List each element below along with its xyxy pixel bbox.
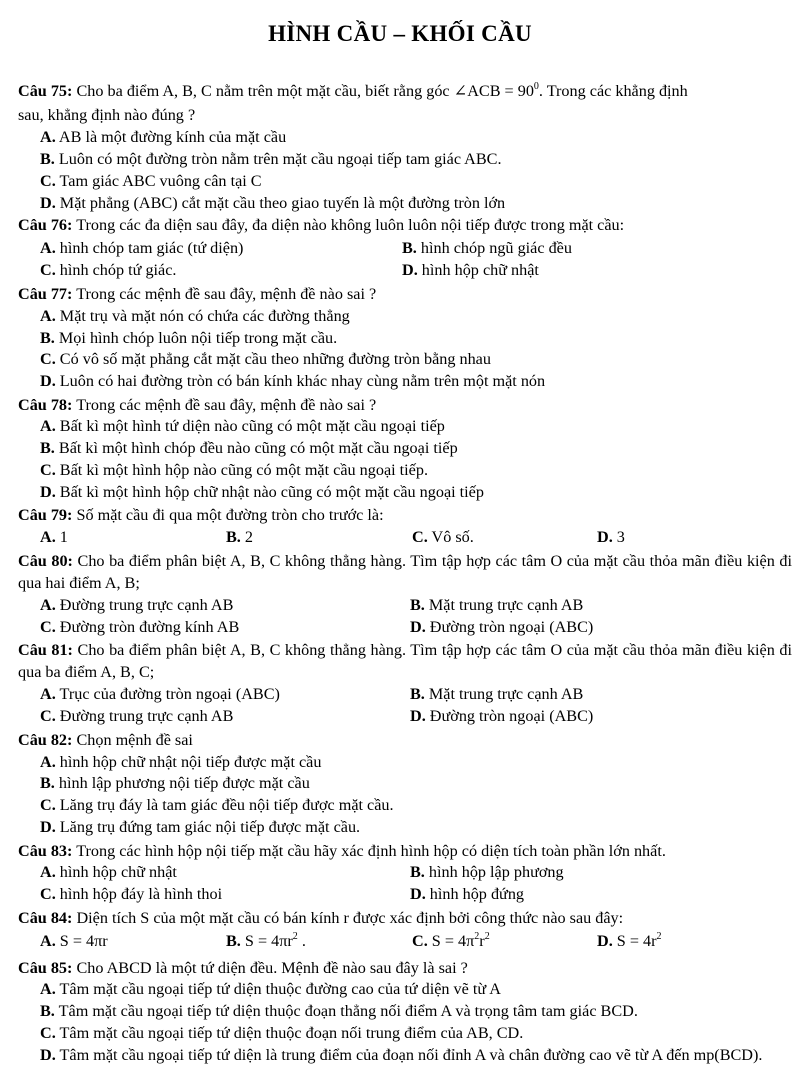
option-a: A. Tâm mặt cầu ngoại tiếp tứ diện thuộc đường cao của tứ diện vẽ từ A [40,980,501,998]
question-81 [18,639,792,683]
option-b: B. Bất kì một hình chóp đều nào cũng có một mặt cầu ngoại tiếp [40,439,458,457]
option-b: B. 2 [226,528,253,546]
question-text: Cho ba điểm phân biệt A, B, C không thẳng hàng. Tìm tập hợp các tâm O của mặt cầu thỏa mãn điều kiện đi qua ba điểm A, B, C; [18,641,792,681]
question-label: Câu 77: [18,285,73,303]
question-text: Cho ba điểm phân biệt A, B, C không thẳng hàng. Tìm tập hợp các tâm O của mặt cầu thỏa mãn điều kiện đi qua hai điểm A, B; [18,552,792,592]
question-label: Câu 83: [18,842,73,860]
question-label: Câu 84: [18,909,73,927]
option-a: A. 1 [40,528,68,546]
question-label: Câu 85: [18,959,73,977]
option-d: D. Luôn có hai đường tròn có bán kính khác nhay cùng nằm trên một mặt nón [40,372,546,390]
question-text-cont: . Trong các khẳng định [538,82,688,100]
question-76 [18,214,624,236]
question-text: Trong các đa diện sau đây, đa diện nào không luôn luôn nội tiếp được trong mặt cầu: [76,216,625,234]
option-a: A. AB là một đường kính của mặt cầu [40,128,287,146]
question-text: Số mặt cầu đi qua một đường tròn cho trước là: [76,506,384,524]
option-b: B. $S = 4\pi r^2$ . [226,931,306,950]
question-label: Câu 78: [18,396,73,414]
option-c: C. hình hộp đáy là hình thoi [40,885,223,903]
option-c: C. Vô số. [412,528,474,546]
option-b: B. Luôn có một đường tròn nằm trên mặt cầu ngoại tiếp tam giác ABC. [40,150,502,168]
angle-formula: ∠ACB = $90^0$ [453,81,539,100]
option-b: B. Mọi hình chóp luôn nội tiếp trong mặt cầu. [40,329,338,347]
option-d: D. Đường tròn ngoại (ABC) [410,707,594,725]
question-label: Câu 81: [18,641,73,659]
option-a: A. hình chóp tam giác (tứ diện) [40,239,244,257]
option-c: C. Tâm mặt cầu ngoại tiếp tứ diện thuộc đoạn nối trung điểm của AB, CD. [40,1024,524,1042]
question-label: Câu 76: [18,216,73,234]
option-c: C. hình chóp tứ giác. [40,261,177,279]
option-a: A. Trục của đường tròn ngoại (ABC) [40,685,280,703]
option-c: C. $S = 4\pi^2r^2$ [412,931,490,950]
question-text: Trong các hình hộp nội tiếp mặt cầu hãy xác định hình hộp có diện tích toàn phần lớn nhất. [76,842,666,860]
option-b: B. Mặt trung trực cạnh AB [410,685,584,703]
option-a: A. hình hộp chữ nhật [40,863,177,881]
option-b: B. hình hộp lập phương [410,863,564,881]
question-85 [18,957,468,979]
question-text: Cho ba điểm A, B, C nằm trên một mặt cầu, biết rằng góc [76,82,454,100]
option-c: C. Tam giác ABC vuông cân tại C [40,172,262,190]
question-text: Cho ABCD là một tứ diện đều. Mệnh đề nào sau đây là sai ? [76,959,468,977]
option-b: B. Tâm mặt cầu ngoại tiếp tứ diện thuộc đoạn thẳng nối điểm A và trọng tâm tam giác BCD. [40,1002,638,1020]
option-b: B. hình lập phương nội tiếp được mặt cầu [40,774,310,792]
question-79 [18,504,384,526]
option-d: D. Đường tròn ngoại (ABC) [410,618,594,636]
option-a: A. Bất kì một hình tứ diện nào cũng có một mặt cầu ngoại tiếp [40,417,445,435]
option-d: D. $S = 4r^2$ [597,931,662,950]
page-title: HÌNH CẦU – KHỐI CẦU [268,21,532,46]
option-a: A. S = 4πr [40,932,108,950]
option-d: D. hình hộp đứng [410,885,525,903]
question-77 [18,283,376,305]
question-84 [18,907,623,929]
option-b: B. hình chóp ngũ giác đều [402,239,572,257]
option-d: D. 3 [597,528,625,546]
question-78 [18,394,376,416]
question-75-line2: sau, khẳng định nào đúng ? [18,106,196,124]
question-label: Câu 75: [18,82,73,100]
question-label: Câu 82: [18,731,73,749]
question-text: Trong các mệnh đề sau đây, mệnh đề nào sai ? [76,285,377,303]
question-75 [18,80,688,102]
question-82 [18,729,193,751]
option-c: C. Lăng trụ đáy là tam giác đều nội tiếp được mặt cầu. [40,796,394,814]
question-text: Chọn mệnh đề sai [76,731,193,749]
option-a: A. hình hộp chữ nhật nội tiếp được mặt cầu [40,753,322,771]
question-text: Trong các mệnh đề sau đây, mệnh đề nào sai ? [76,396,377,414]
option-c: C. Bất kì một hình hộp nào cũng có một mặt cầu ngoại tiếp. [40,461,428,479]
option-d: D. Bất kì một hình hộp chữ nhật nào cũng có một mặt cầu ngoại tiếp [40,483,484,501]
question-label: Câu 80: [18,552,73,570]
option-c: C. Đường tròn đường kính AB [40,618,240,636]
option-d: D. hình hộp chữ nhật [402,261,539,279]
option-d: D. Tâm mặt cầu ngoại tiếp tứ diện là trung điểm của đoạn nối đỉnh A và chân đường cao vẽ từ A đến mp(BCD). [40,1046,763,1064]
option-a: A. Đường trung trực cạnh AB [40,596,234,614]
question-text: Diện tích S của một mặt cầu có bán kính r được xác định bởi công thức nào sau đây: [76,909,624,927]
option-c: C. Có vô số mặt phẳng cắt mặt cầu theo những đường tròn bằng nhau [40,350,491,368]
option-b: B. Mặt trung trực cạnh AB [410,596,584,614]
question-83 [18,840,666,862]
question-label: Câu 79: [18,506,73,524]
option-d: D. Mặt phẳng (ABC) cắt mặt cầu theo giao tuyến là một đường tròn lớn [40,194,506,212]
question-80 [18,550,792,594]
option-a: A. Mặt trụ và mặt nón có chứa các đường thẳng [40,307,350,325]
option-d: D. Lăng trụ đứng tam giác nội tiếp được mặt cầu. [40,818,361,836]
option-c: C. Đường trung trực cạnh AB [40,707,234,725]
